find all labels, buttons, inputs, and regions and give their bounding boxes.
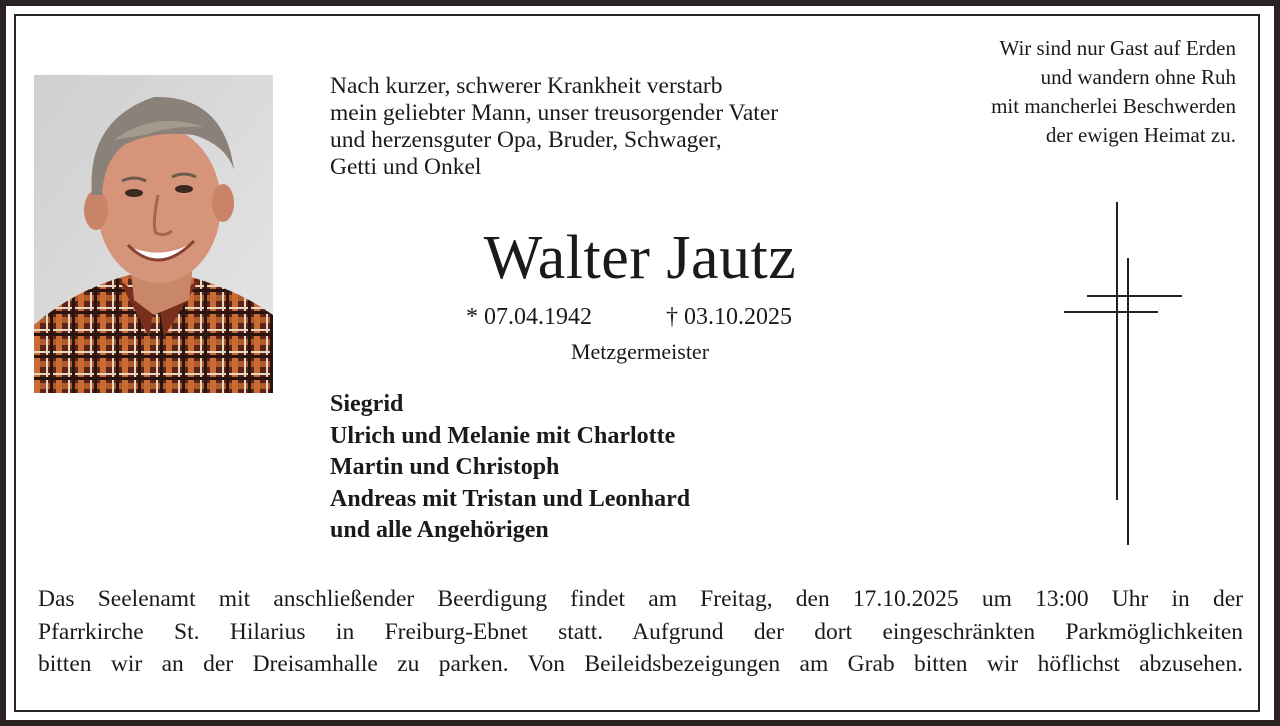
profession: Metzgermeister [570, 339, 710, 364]
poem-line: Wir sind nur Gast auf Erden [999, 36, 1236, 60]
birth-date: * 07.04.1942 [466, 304, 592, 330]
mourner-line: und alle Angehörigen [330, 517, 549, 543]
poem-line: und wandern ohne Ruh [1040, 65, 1236, 89]
portrait-illustration [34, 75, 273, 393]
intro-line: und herzensguter Opa, Bruder, Schwager, [330, 127, 722, 153]
notice-line: bitten wir an der Dreisamhalle zu parken. Von Beileidsbezeigungen am Grab bitten wir höflichst abzusehen. [38, 651, 1243, 677]
mourner-line: Andreas mit Tristan und Leonhard [330, 485, 691, 512]
intro-text [330, 73, 890, 181]
poem-line: mit mancherlei Beschwerden [991, 94, 1236, 118]
intro-line: mein geliebter Mann, unser treusorgender Vater [330, 100, 779, 126]
deceased-name: Walter Jautz [483, 224, 797, 292]
mourner-line: Martin und Christoph [330, 454, 560, 480]
mourner-line: Ulrich und Melanie mit Charlotte [330, 422, 676, 449]
poem-line: der ewigen Heimat zu. [1045, 123, 1236, 147]
portrait-photo [34, 75, 273, 393]
intro-line: Getti und Onkel [330, 154, 482, 180]
mourners-list [330, 389, 890, 547]
notice-line: Das Seelenamt mit anschließender Beerdigung findet am Freitag, den 17.10.2025 um 13:00 Uhr in der [38, 586, 1243, 612]
mourner-line: Siegrid [330, 391, 404, 417]
cross-icon [1060, 200, 1190, 550]
death-date: † 03.10.2025 [666, 304, 792, 330]
notice-line: Pfarrkirche St. Hilarius in Freiburg-Ebnet statt. Aufgrund der dort eingeschränkten Parkmöglichkeiten [38, 618, 1243, 645]
intro-line: Nach kurzer, schwerer Krankheit verstarb [330, 73, 723, 99]
poem-verse [816, 34, 1236, 150]
funeral-notice [38, 583, 1243, 681]
